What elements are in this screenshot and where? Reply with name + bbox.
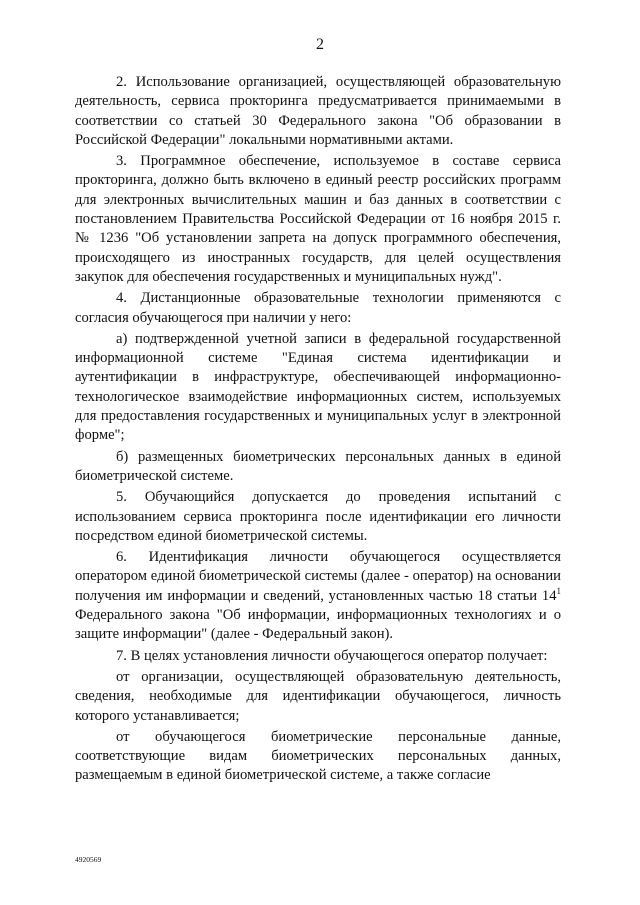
page-number: 2 xyxy=(316,36,324,53)
document-code: 4920569 xyxy=(75,855,102,864)
paragraph-7-org: от организации, осуществляющей образовательную деятельность, сведения, необходимые для идентификации обучающегося, личность которого устанавливается; xyxy=(75,668,561,724)
paragraph-7: 7. В целях установления личности обучающегося оператор получает: xyxy=(116,647,548,664)
paragraph-6-text-end: Федерального закона "Об информации, информационных технологиях и о защите информации" (далее - Федеральный закон). xyxy=(75,607,561,643)
article-superscript: 1 xyxy=(556,585,561,596)
paragraph-6 xyxy=(75,548,561,644)
paragraph-4: 4. Дистанционные образовательные технологии применяются с согласия обучающегося при наличии у него: xyxy=(75,290,561,326)
paragraph-2: 2. Использование организацией, осуществляющей образовательную деятельность, сервиса прокторинга предусматривается принимаемыми в соответствии со статьей 30 Федерального закона "Об образовании в Российской Федерации" локальными нормативными актами. xyxy=(75,74,561,148)
paragraph-3: 3. Программное обеспечение, используемое в составе сервиса прокторинга, должно быть включено в единый реестр российских программ для электронных вычислительных машин и баз данных в соответствии с постановлением Правительства Российской Федерации от 16 ноября 2015 г. № 1236 "Об установлении запрета на допуск программного обеспечения, происходящего из иностранных государств, для целей осуществления закупок для обеспечения государственных и муниципальных нужд". xyxy=(75,153,561,285)
document-body xyxy=(75,73,561,786)
paragraph-4a: а) подтвержденной учетной записи в федеральной государственной информационной системе "Единая система идентификации и аутентификации в инфраструктуре, обеспечивающей информационно-технологическое взаимодействие информационных систем, используемых для предоставления государственных и муниципальных услуг в электронной форме"; xyxy=(75,330,561,444)
paragraph-7-student: от обучающегося биометрические персональные данные, соответствующие видам биометрических персональных данных, размещаемым в единой биометрической системе, а также согласие xyxy=(75,728,561,784)
paragraph-4b: б) размещенных биометрических персональных данных в единой биометрической системе. xyxy=(75,448,561,484)
paragraph-5: 5. Обучающийся допускается до проведения испытаний с использованием сервиса прокторинга после идентификации его личности посредством единой биометрической системы. xyxy=(75,489,561,544)
paragraph-6-text: 6. Идентификация личности обучающегося осуществляется оператором единой биометрической системы (далее - оператор) на основании получения им информации и сведений, установленных частью 18 статьи 14 xyxy=(75,549,561,604)
